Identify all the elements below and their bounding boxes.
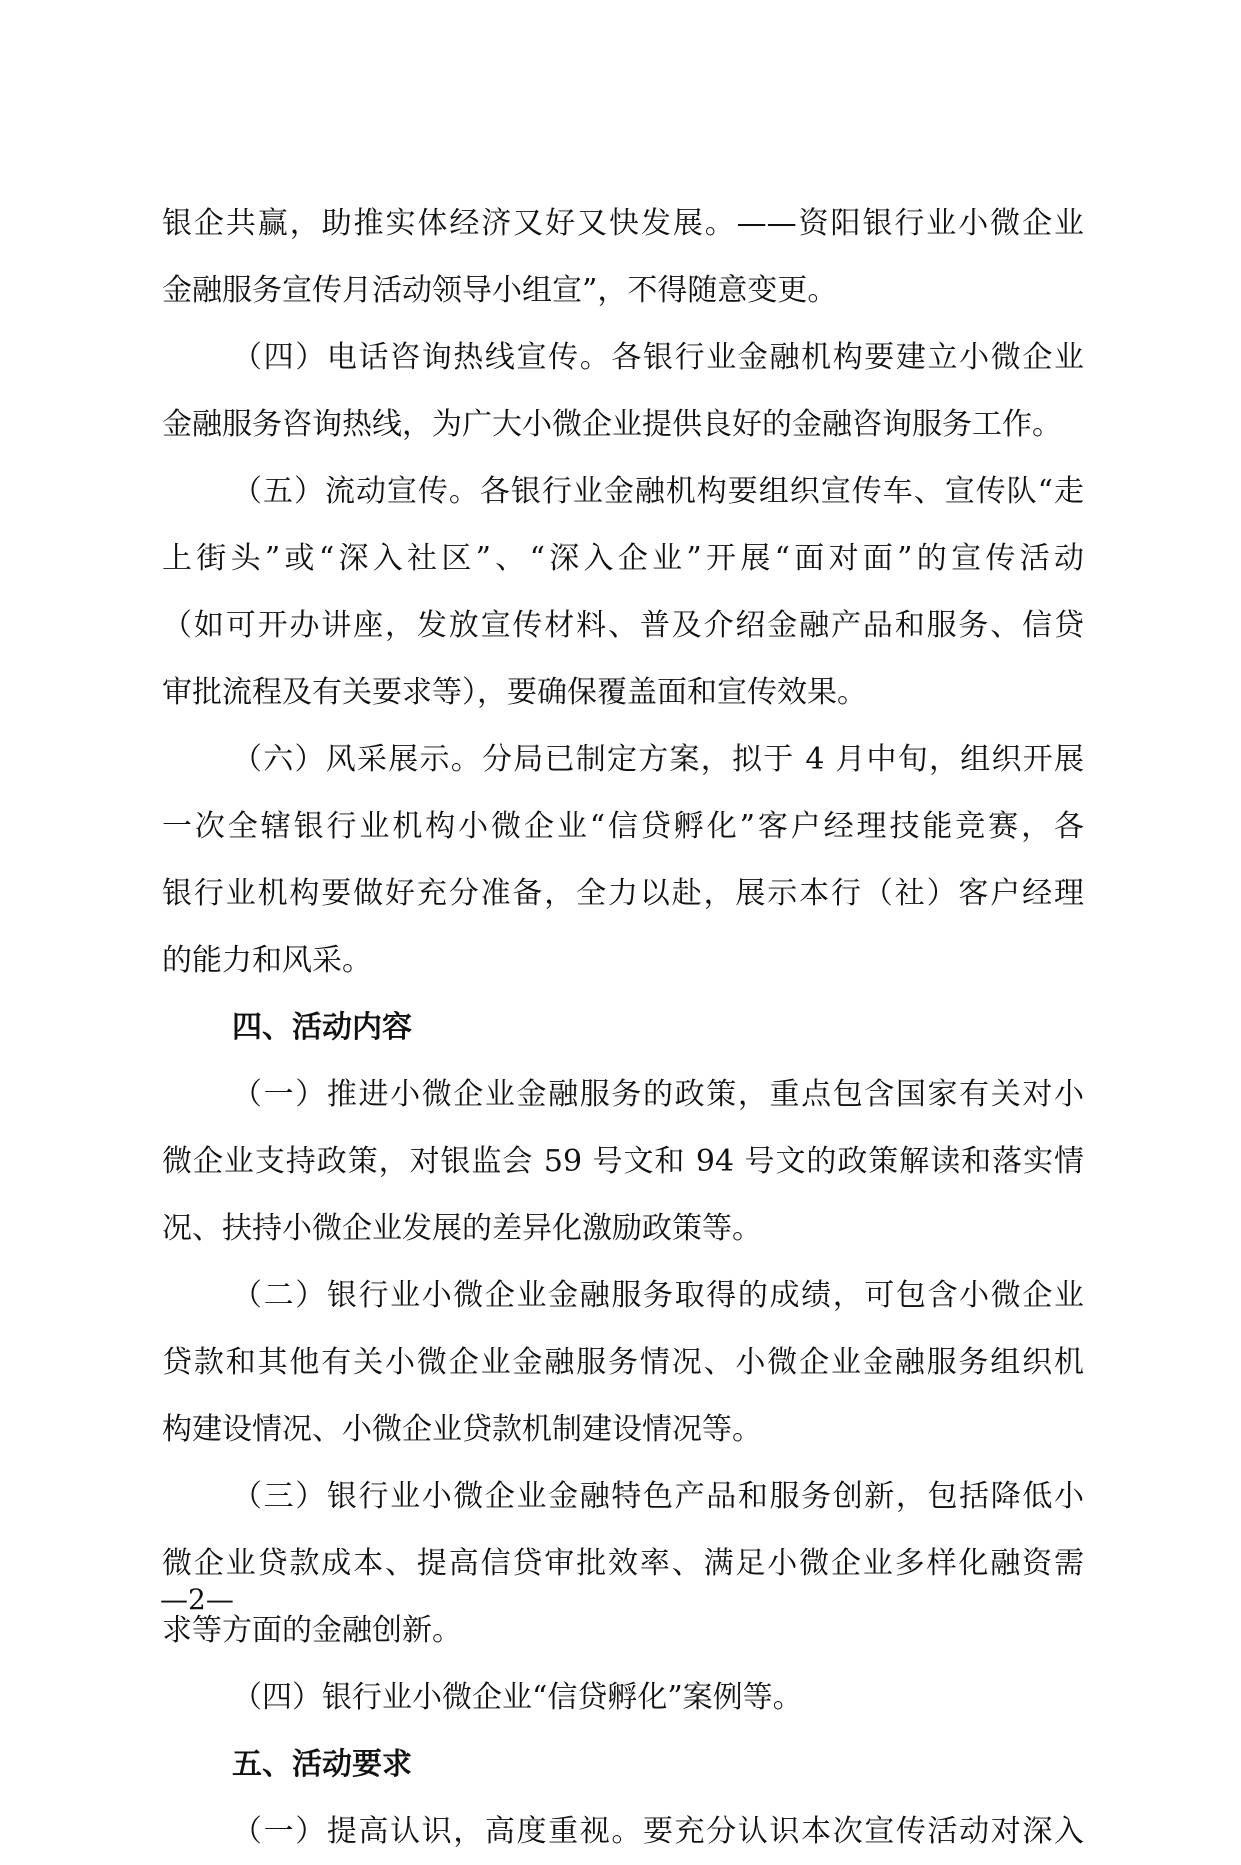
paragraph-line: 况、扶持小微企业发展的差异化激励政策等。	[162, 1211, 762, 1246]
paragraph-line: 金融服务咨询热线，为广大小微企业提供良好的金融咨询服务工作。	[162, 407, 1062, 442]
paragraph-line: （一）提高认识，高度重视。要充分认识本次宣传活动对深入	[232, 1814, 1084, 1849]
page-number: —2—	[160, 1583, 234, 1616]
paragraph-line: （四）银行业小微企业“信贷孵化”案例等。	[232, 1680, 803, 1715]
paragraph-line: 贷款和其他有关小微企业金融服务情况、小微企业金融服务组织机	[162, 1345, 1084, 1380]
paragraph-line: （一）推进小微企业金融服务的政策，重点包含国家有关对小	[232, 1077, 1084, 1112]
paragraph-line: 微企业贷款成本、提高信贷审批效率、满足小微企业多样化融资需	[162, 1546, 1084, 1581]
paragraph-line: 微企业支持政策，对银监会 59 号文和 94 号文的政策解读和落实情	[162, 1144, 1084, 1179]
paragraph-line: 银行业机构要做好充分准备，全力以赴，展示本行（社）客户经理	[162, 876, 1084, 911]
paragraph-line: 构建设情况、小微企业贷款机制建设情况等。	[162, 1412, 762, 1447]
paragraph-line: （三）银行业小微企业金融特色产品和服务创新，包括降低小	[232, 1479, 1084, 1514]
paragraph-line: （如可开办讲座，发放宣传材料、普及介绍金融产品和服务、信贷	[162, 608, 1084, 643]
section-heading: 五、活动要求	[232, 1747, 412, 1782]
paragraph-line: （二）银行业小微企业金融服务取得的成绩，可包含小微企业	[232, 1278, 1084, 1313]
document-body	[162, 190, 1084, 1865]
paragraph-line: 审批流程及有关要求等），要确保覆盖面和宣传效果。	[162, 675, 867, 710]
paragraph-line: （五）流动宣传。各银行业金融机构要组织宣传车、宣传队“走	[232, 474, 1084, 509]
paragraph-line: 金融服务宣传月活动领导小组宣”，不得随意变更。	[162, 273, 838, 308]
paragraph-line: 的能力和风采。	[162, 943, 372, 978]
paragraph-line: （四）电话咨询热线宣传。各银行业金融机构要建立小微企业	[232, 340, 1084, 375]
paragraph-line: 银企共赢，助推实体经济又好又快发展。——资阳银行业小微企业	[162, 206, 1084, 241]
paragraph-line: 求等方面的金融创新。	[162, 1613, 462, 1648]
section-heading: 四、活动内容	[232, 1010, 412, 1045]
paragraph-line: 一次全辖银行业机构小微企业“信贷孵化”客户经理技能竞赛，各	[162, 809, 1084, 844]
paragraph-line: 上街头”或“深入社区”、“深入企业”开展“面对面”的宣传活动	[162, 541, 1084, 576]
paragraph-line: （六）风采展示。分局已制定方案，拟于 4 月中旬，组织开展	[232, 742, 1084, 777]
